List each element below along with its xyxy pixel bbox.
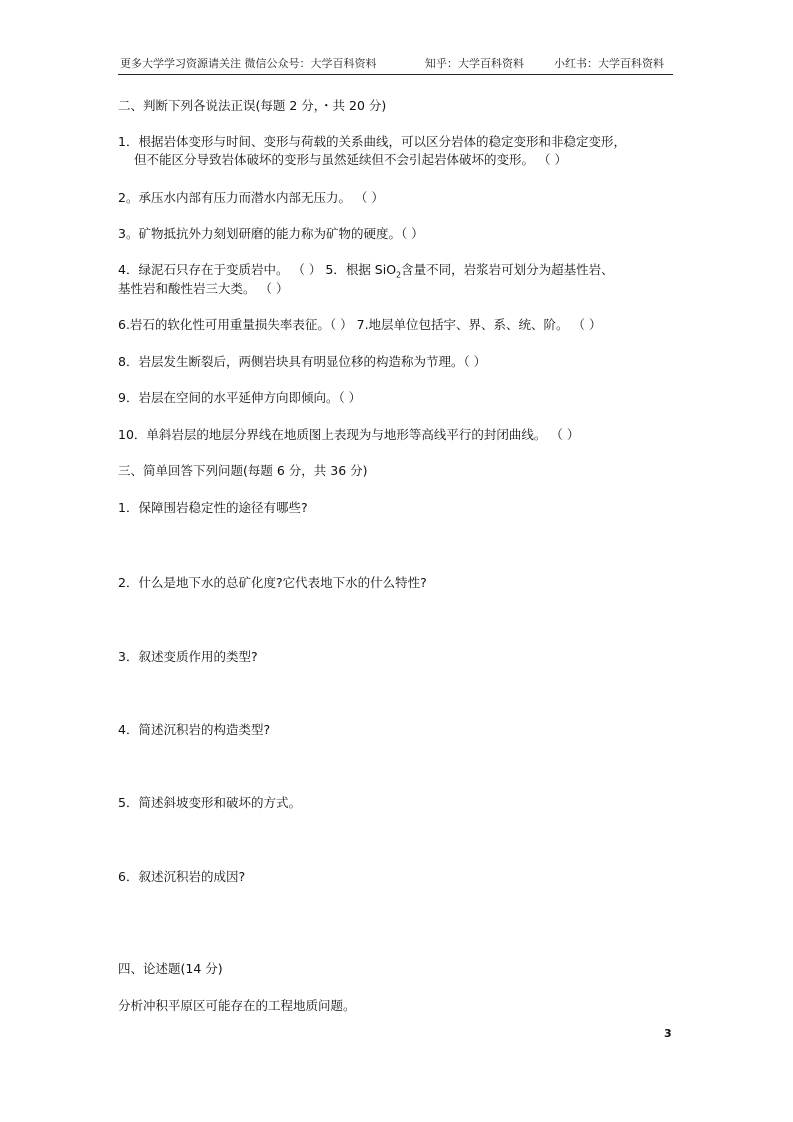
- section4-title: 四、论述题(14 分): [118, 961, 223, 976]
- section2-title: 二、判断下列各说法正误(每题 2 分，・共 20 分): [118, 98, 387, 113]
- short-answer-5: 5．简述斜坡变形和破坏的方式。: [118, 795, 301, 810]
- tf-question-4-5-line2: 基性岩和酸性岩三大类。 （ ）: [118, 281, 289, 296]
- short-answer-2: 2．什么是地下水的总矿化度?它代表地下水的什么特性?: [118, 575, 427, 590]
- short-answer-3: 3．叙述变质作用的类型?: [118, 649, 258, 664]
- header-zhihu-text: 知乎：大学百科资料: [425, 57, 524, 70]
- tf-question-2: 2。承压水内部有压力而潜水内部无压力。 （ ）: [118, 190, 384, 205]
- page-header: [118, 52, 673, 75]
- tf-question-4-5-part-b: 含量不同，岩浆岩可划分为超基性岩、: [401, 262, 614, 277]
- tf-question-8: 8．岩层发生断裂后，两侧岩块具有明显位移的构造称为节理。（ ）: [118, 354, 487, 369]
- tf-question-4-5-part-a: 4．绿泥石只存在于变质岩中。 （ ） 5．根据 SiO: [118, 262, 397, 277]
- short-answer-1: 1．保障围岩稳定性的途径有哪些?: [118, 500, 308, 515]
- header-xiaohongshu-text: 小红书：大学百科资料: [554, 57, 664, 70]
- page-number: 3: [664, 1027, 672, 1040]
- tf-question-10: 10．单斜岩层的地层分界线在地质图上表现为与地形等高线平行的封闭曲线。 （ ）: [118, 427, 580, 442]
- essay-question: 分析冲积平原区可能存在的工程地质问题。: [118, 998, 356, 1013]
- tf-question-3: 3。矿物抵抗外力刻划研磨的能力称为矿物的硬度。（ ）: [118, 226, 424, 241]
- section3-title: 三、简单回答下列问题(每题 6 分，共 36 分): [118, 463, 368, 478]
- tf-question-1-line1: 1．根据岩体变形与时间、变形与荷载的关系曲线，可以区分岩体的稳定变形和非稳定变形，: [118, 134, 626, 149]
- sio2-subscript: 2: [396, 270, 402, 280]
- header-wechat-text: 更多大学学习资源请关注 微信公众号：大学百科资料: [120, 57, 377, 70]
- short-answer-4: 4．简述沉积岩的构造类型?: [118, 722, 271, 737]
- tf-question-1-line2: 但不能区分导致岩体破坏的变形与虽然延续但不会引起岩体破坏的变形。 （ ）: [134, 152, 567, 167]
- tf-question-6-7: 6.岩石的软化性可用重量损失率表征。（ ） 7.地层单位包括宇、界、系、统、阶。 （ ）: [118, 317, 602, 332]
- tf-question-9: 9．岩层在空间的水平延伸方向即倾向。（ ）: [118, 390, 362, 405]
- short-answer-6: 6．叙述沉积岩的成因?: [118, 869, 246, 884]
